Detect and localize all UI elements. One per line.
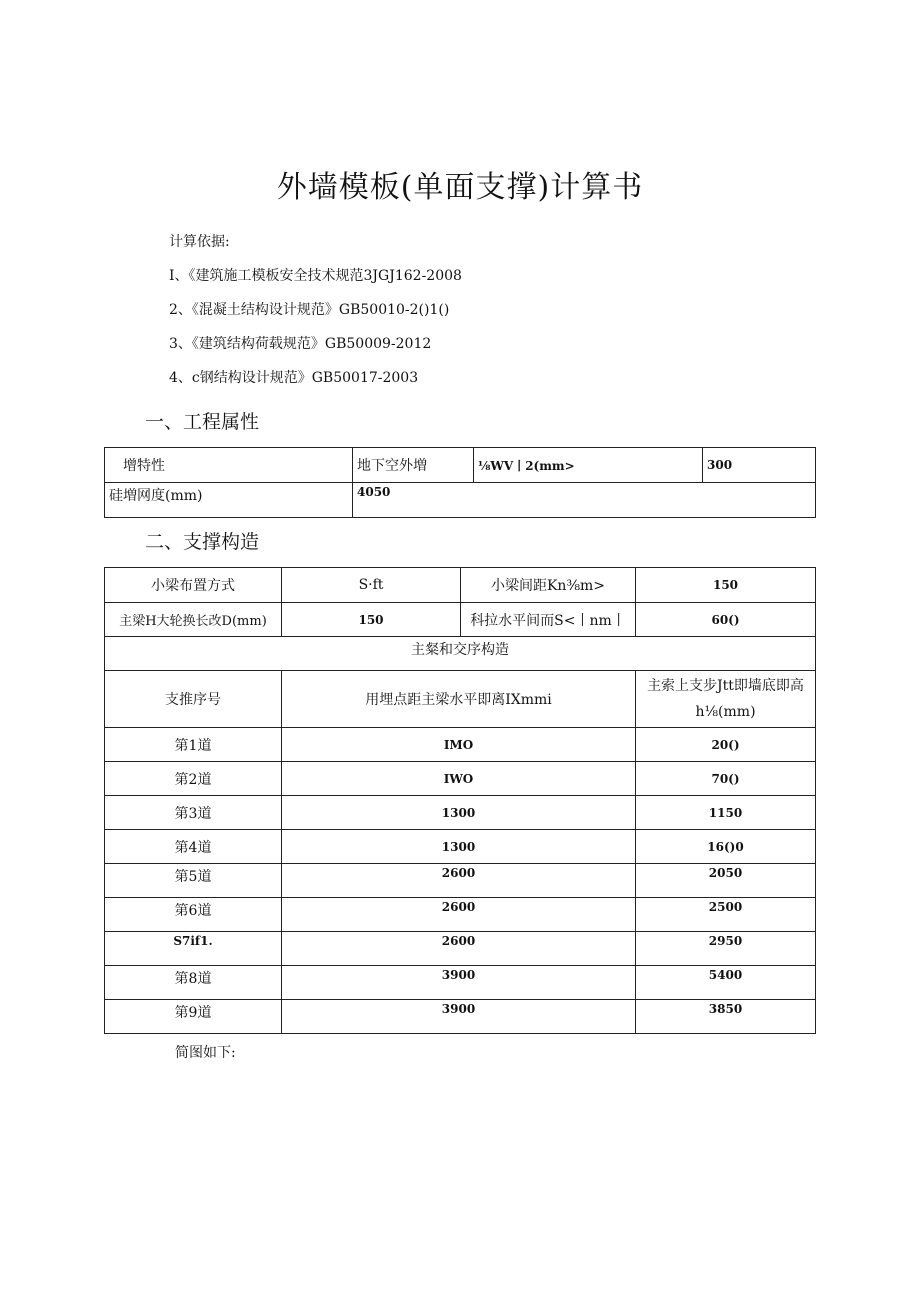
table-cell: 300 <box>703 448 816 483</box>
row-label: 第2道 <box>105 762 282 796</box>
row-label: 第4道 <box>105 830 282 864</box>
diagram-caption: 简图如下: <box>175 1045 236 1061</box>
table-cell: 主梁H大轮换长改D(mm) <box>105 603 282 637</box>
row-distance: 3900 <box>282 1000 636 1034</box>
row-label: 第3道 <box>105 796 282 830</box>
table-row <box>105 796 816 830</box>
row-distance: IWO <box>282 762 636 796</box>
row-label: S7if1. <box>105 932 282 966</box>
section-heading-support: 二、支撑构造 <box>145 531 260 553</box>
table-cell: 地下空外増 <box>353 448 474 483</box>
row-distance: 1300 <box>282 796 636 830</box>
row-height: 20() <box>636 728 816 762</box>
table-cell: 4050 <box>353 483 816 518</box>
table-cell: 60() <box>636 603 816 637</box>
column-header: 用埋点距主梁水平即离IXmmi <box>282 671 636 728</box>
table-row <box>105 762 816 796</box>
basis-label: 计算依据: <box>169 234 230 250</box>
table-cell: S·ft <box>282 568 461 603</box>
table-cell: ⅛WV丨2(mm> <box>474 448 703 483</box>
column-header: 支推序号 <box>105 671 282 728</box>
row-distance: 2600 <box>282 932 636 966</box>
table-row <box>105 898 816 932</box>
basis-item: 4、c钢结构设计规范》GB50017-2003 <box>169 370 419 386</box>
table-cell: 小梁布置方式 <box>105 568 282 603</box>
table-cell: 小梁间距Kn⅜m> <box>461 568 636 603</box>
table-cell: 150 <box>282 603 461 637</box>
row-distance: 3900 <box>282 966 636 1000</box>
table-cell: 科拉水平间而S<丨nm丨 <box>461 603 636 637</box>
row-height: 16()0 <box>636 830 816 864</box>
table-cell: 增特性 <box>105 448 353 483</box>
row-height: 3850 <box>636 1000 816 1034</box>
row-distance: 2600 <box>282 898 636 932</box>
table-row <box>105 864 816 898</box>
row-label: 第1道 <box>105 728 282 762</box>
basis-item: I、《建筑施工模板安全技术规范3JGJ162-2008 <box>169 268 462 284</box>
support-structure-table <box>104 567 816 1034</box>
table-row <box>105 830 816 864</box>
table-row <box>105 1000 816 1034</box>
column-header: 主索上支步Jtt即墙底即高h⅛(mm) <box>636 671 816 728</box>
row-distance: IMO <box>282 728 636 762</box>
row-label: 第9道 <box>105 1000 282 1034</box>
basis-item: 3、《建筑结构荷载规范》GB50009-2012 <box>169 336 432 352</box>
table-row <box>105 966 816 1000</box>
section-heading-project: 一、工程属性 <box>145 411 260 433</box>
row-height: 2950 <box>636 932 816 966</box>
row-height: 5400 <box>636 966 816 1000</box>
row-distance: 2600 <box>282 864 636 898</box>
table-cell: 150 <box>636 568 816 603</box>
row-label: 第6道 <box>105 898 282 932</box>
row-distance: 1300 <box>282 830 636 864</box>
project-properties-table <box>104 447 816 518</box>
table-subheader: 主粲和交序构造 <box>105 637 816 671</box>
page-title: 外墙模板(单面支撑)计算书 <box>276 170 644 205</box>
row-height: 70() <box>636 762 816 796</box>
table-row <box>105 932 816 966</box>
row-height: 1150 <box>636 796 816 830</box>
row-height: 2050 <box>636 864 816 898</box>
row-height: 2500 <box>636 898 816 932</box>
table-cell: 硅増网度(mm) <box>105 483 353 518</box>
basis-item: 2、《混凝土结构设计规范》GB50010-2()1() <box>169 302 450 318</box>
row-label: 第8道 <box>105 966 282 1000</box>
table-row <box>105 728 816 762</box>
row-label: 第5道 <box>105 864 282 898</box>
